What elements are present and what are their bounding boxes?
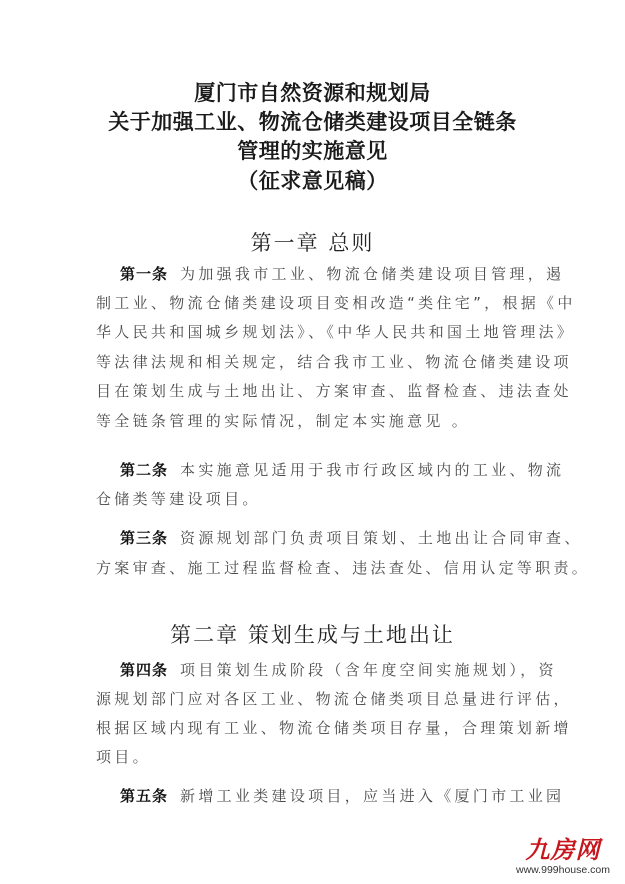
article-1-label: 第一条: [120, 265, 169, 283]
article-3-line-1: 第三条 资源规划部门负责项目策划、土地出让合同审查、: [120, 529, 583, 547]
article-1-line-5: 目在策划生成与土地出让、方案审查、监督检查、违法查处: [96, 382, 572, 400]
article-2-label: 第二条: [120, 461, 169, 479]
article-4-line-3: 根据区域内现有工业、物流仓储类项目存量，合理策划新增: [96, 719, 572, 737]
article-1-line-4: 等法律法规和相关规定，结合我市工业、物流仓储类建设项: [96, 353, 572, 371]
article-1-line-6: 等全链条管理的实际情况，制定本实施意见 。: [96, 412, 471, 430]
article-4-line-4: 项目。: [96, 748, 151, 766]
chapter-1-heading: 第一章 总则: [250, 231, 375, 255]
article-4-label: 第四条: [120, 661, 169, 679]
document-title-draft-note: （征求意见稿）: [237, 168, 388, 193]
watermark: [507, 836, 619, 876]
article-2-line-1: 第二条 本实施意见适用于我市行政区域内的工业、物流: [120, 461, 565, 479]
article-4-line-2: 源规划部门应对各区工业、物流仓储类项目总量进行评估，: [96, 690, 572, 708]
article-1-line-2: 制工业、物流仓储类建设项目变相改造“类住宅”，根据《中: [96, 294, 576, 312]
document-title-line-1: 厦门市自然资源和规划局: [194, 80, 431, 105]
watermark-url: www.999house.com: [516, 864, 610, 876]
article-1-line-1: 第一条 为加强我市工业、物流仓储类建设项目管理，遏: [120, 265, 565, 283]
article-2-line-2: 仓储类等建设项目。: [96, 490, 261, 508]
watermark-logo: 九房网: [525, 836, 601, 864]
article-3-line-2: 方案审查、施工过程监督检查、违法查处、信用认定等职责。: [96, 559, 591, 577]
article-4-line-1: 第四条 项目策划生成阶段（含年度空间实施规划），资: [120, 661, 557, 679]
document-title-line-2: 关于加强工业、物流仓储类建设项目全链条: [108, 109, 517, 134]
article-1-line-3: 华人民共和国城乡规划法》、《中华人民共和国土地管理法》: [96, 323, 576, 341]
article-5-label: 第五条: [120, 787, 169, 805]
chapter-2-heading: 第二章 策划生成与土地出让: [170, 623, 455, 647]
article-3-label: 第三条: [120, 529, 169, 547]
article-5-line-1: 第五条 新增工业类建设项目，应当进入《厦门市工业园: [120, 787, 565, 805]
document-title-line-3: 管理的实施意见: [237, 138, 388, 163]
